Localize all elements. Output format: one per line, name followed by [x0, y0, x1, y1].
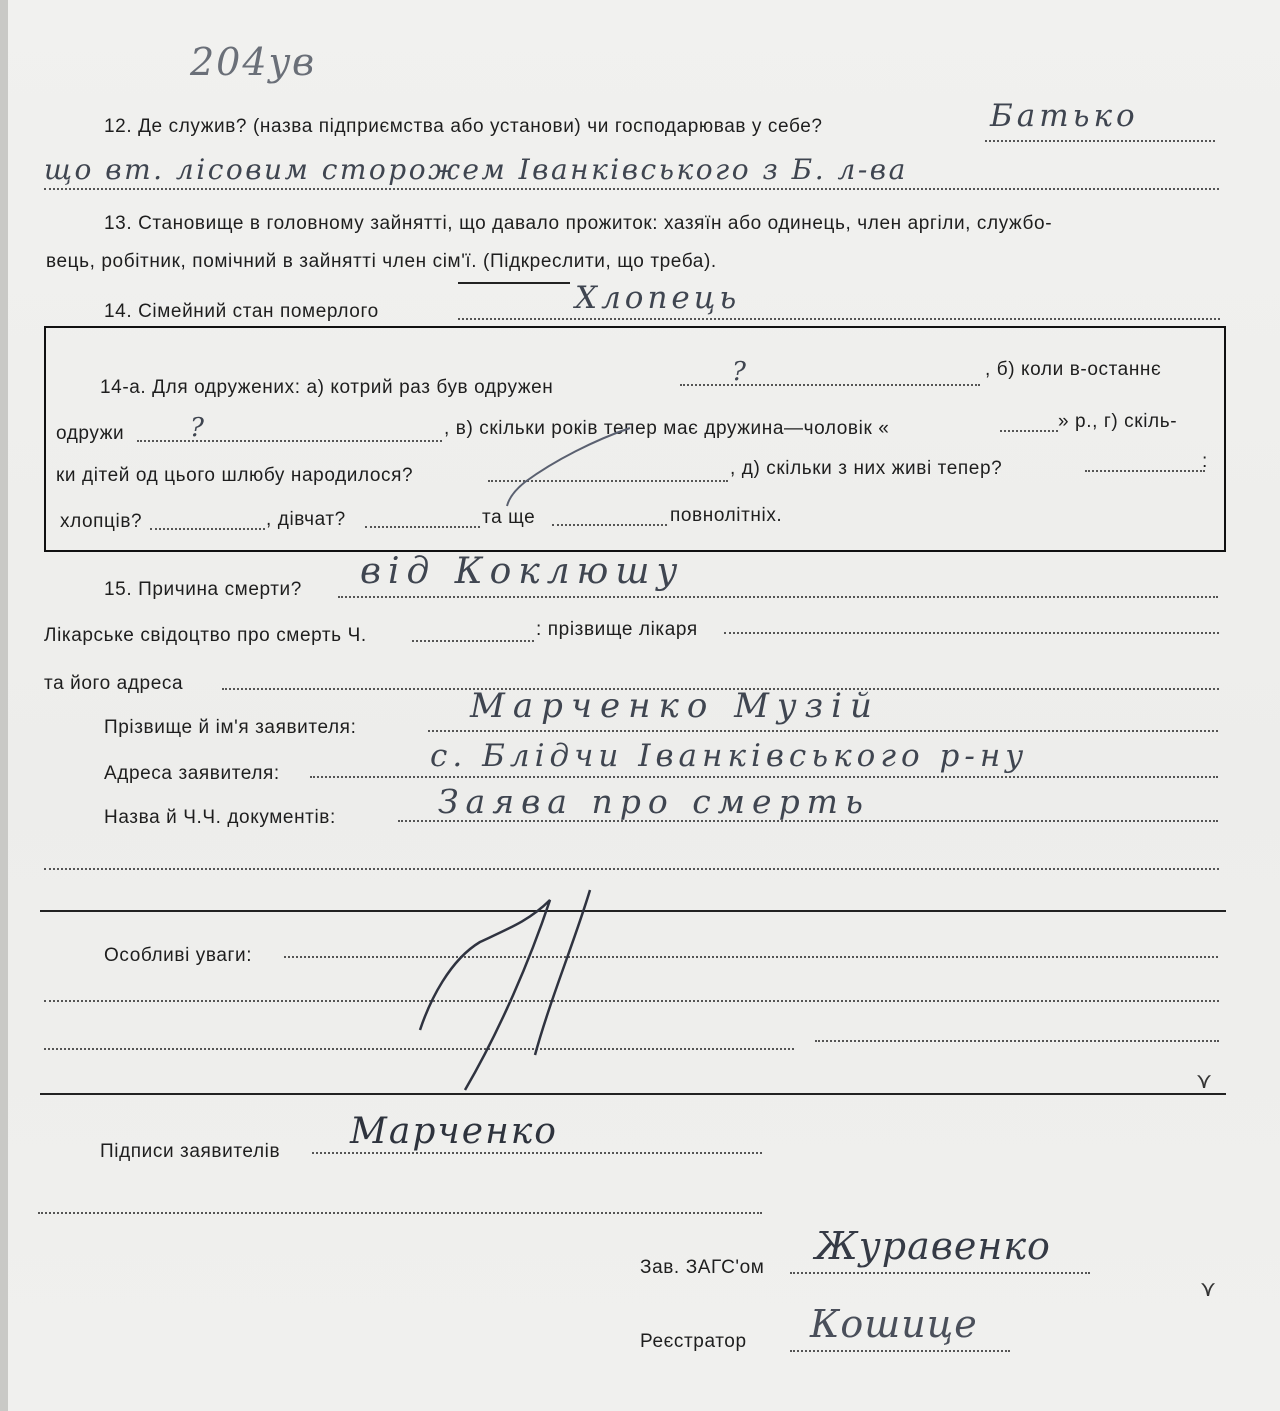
q14a-dots-h [552, 524, 667, 526]
remarks-dots-2 [44, 1000, 1219, 1002]
q12-dots-1 [985, 140, 1215, 142]
separator-line-1 [40, 910, 1226, 912]
q14a-line4-d: повнолітніх. [670, 505, 783, 526]
q14a-answer-b: ? [190, 413, 208, 443]
q14a-line2-a: одружи [56, 423, 125, 444]
q14a-dots-c [1000, 430, 1058, 432]
applicant-docs-label: Назва й Ч.Ч. документів: [104, 807, 336, 828]
scan-edge [0, 0, 8, 1411]
q12-answer-1: Батько [990, 98, 1139, 134]
q12-answer-2: що вт. лісовим сторожем Іванківського з Б. л-ва [44, 153, 908, 186]
doctor-label-b: : прізвище лікаря [536, 619, 698, 640]
applicant-address-dots [310, 776, 1218, 778]
q14a-line3-b: , д) скільки з них живі тепер? [730, 458, 1003, 479]
applicant-name-label: Прізвище й ім'я заявителя: [104, 717, 357, 738]
q14a-line1-a: 14-а. Для одружених: а) котрий раз був одружен [100, 377, 554, 398]
q13-line2: вець, робітник, помічний в зайнятті член сім'ї. (Підкреслити, що треба). [46, 251, 717, 272]
q13-line1: 13. Становище в головному зайнятті, що давало прожиток: хазяїн або одинець, член аргіли, службо- [104, 213, 1053, 234]
strike-through-mark [495, 420, 635, 510]
applicant-signature: Марченко [350, 1111, 558, 1152]
q14a-line2-c: » р., г) скіль- [1058, 411, 1178, 432]
signature-dots-1 [312, 1152, 762, 1154]
doctor-label-c: та його адреса [44, 673, 184, 694]
q15-label: 15. Причина смерти? [104, 579, 302, 600]
remarks-dots-4 [815, 1040, 1219, 1042]
q15-dots [338, 596, 1218, 598]
doctor-dots-a [412, 640, 534, 642]
doctor-dots-b [724, 632, 1219, 634]
q14a-line2-b: , в) скільки років тепер має дружина—чоловік « [444, 418, 890, 439]
q14a-dots-g [365, 526, 480, 528]
zags-head-label: Зав. ЗАГС'ом [640, 1257, 765, 1278]
q12-label: 12. Де служив? (назва підприємства або установи) чи господарював у себе? [104, 116, 823, 137]
registrar-signature: Кошице [810, 1302, 978, 1346]
q12-dots-2 [44, 188, 1219, 190]
remarks-label: Особливі уваги: [104, 945, 253, 966]
applicant-name: Марченко Музій [470, 686, 880, 726]
doctor-label-a: Лікарське свідоцтво про смерть Ч. [44, 625, 367, 646]
q14a-line1-b: , б) коли в-останнє [985, 359, 1162, 380]
blank-dots-1 [44, 868, 1219, 870]
header-note: 204yв [190, 40, 317, 84]
applicant-name-dots [428, 730, 1218, 732]
q15-answer: від Коклюшу [360, 551, 685, 592]
q14a-dots-f [150, 528, 265, 530]
q14-label: 14. Сімейний стан померлого [104, 301, 379, 322]
applicant-address: с. Блідчи Іванківського р-ну [430, 738, 1029, 774]
q14-dots [458, 318, 1220, 320]
zags-head-signature: Журавенко [815, 1224, 1051, 1268]
q14a-line4-b: , дівчат? [266, 509, 346, 530]
q14a-line3-a: ки дітей од цього шлюбу народилося? [56, 465, 414, 486]
q14a-dots-a [680, 384, 980, 386]
applicant-docs: Заява про смерть [438, 782, 870, 821]
q14a-line4-c: та ще [482, 507, 536, 528]
corner-mark-2: ⋎ [1200, 1276, 1217, 1301]
corner-mark-1: ⋎ [1196, 1068, 1213, 1093]
q14a-line4-a: хлопців? [60, 511, 143, 532]
zags-head-dots [790, 1272, 1090, 1274]
applicant-docs-dots [398, 820, 1218, 822]
signatures-label: Підписи заявителів [100, 1141, 281, 1162]
registrar-label: Реєстратор [640, 1331, 747, 1352]
q14a-dots-b [137, 440, 442, 442]
signature-dots-2 [38, 1212, 762, 1214]
registrar-dots [790, 1350, 1010, 1352]
separator-line-2 [40, 1093, 1226, 1095]
q14a-answer-a: ? [732, 357, 750, 387]
cross-out-stroke [410, 880, 610, 1100]
q14a-line3-c: : [1202, 451, 1208, 472]
q13-underline [458, 282, 570, 284]
q14-answer: Хлопець [575, 280, 741, 316]
q14a-dots-e [1085, 470, 1205, 472]
applicant-address-label: Адреса заявителя: [104, 763, 280, 784]
